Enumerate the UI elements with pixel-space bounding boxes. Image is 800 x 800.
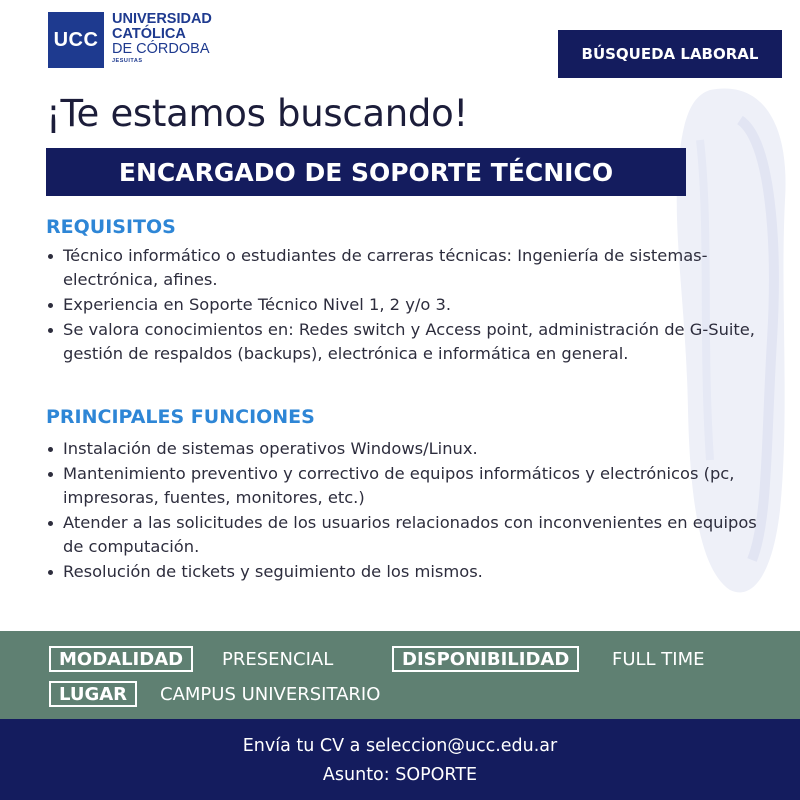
requirements-list	[46, 244, 766, 367]
list-item: Técnico informático o estudiantes de carreras técnicas: Ingeniería de sistemas- electrónica, afines.	[46, 244, 766, 292]
lugar-value: CAMPUS UNIVERSITARIO	[160, 684, 381, 705]
university-logo	[48, 12, 212, 68]
job-search-badge: BÚSQUEDA LABORAL	[558, 30, 782, 78]
logo-line-4: JESUITAS	[112, 57, 143, 64]
list-item: Mantenimiento preventivo y correctivo de equipos informáticos y electrónicos (pc, impresoras, fuentes, monitores, etc.)	[46, 462, 766, 510]
logo-wordmark	[112, 12, 212, 64]
disponibilidad-label: DISPONIBILIDAD	[392, 646, 579, 672]
logo-line-1: UNIVERSIDAD	[112, 11, 212, 27]
lugar-label: LUGAR	[49, 681, 137, 707]
list-item: Atender a las solicitudes de los usuarios relacionados con inconvenientes en equipos de computación.	[46, 511, 766, 559]
subject-line: Asunto: SOPORTE	[322, 765, 478, 785]
list-item: Se valora conocimientos en: Redes switch y Access point, administración de G-Suite, gestión de respaldos (backups), electrónica e informática en general.	[46, 318, 766, 366]
modalidad-value: PRESENCIAL	[222, 649, 334, 670]
list-item: Experiencia en Soporte Técnico Nivel 1, 2 y/o 3.	[46, 293, 766, 317]
modalidad-label: MODALIDAD	[49, 646, 193, 672]
functions-list	[46, 437, 766, 585]
headline: ¡Te estamos buscando!	[46, 92, 468, 135]
requirements-title: REQUISITOS	[46, 216, 176, 238]
disponibilidad-value: FULL TIME	[612, 649, 705, 670]
role-title-banner: ENCARGADO DE SOPORTE TÉCNICO	[46, 148, 686, 196]
functions-title: PRINCIPALES FUNCIONES	[46, 406, 315, 428]
list-item: Resolución de tickets y seguimiento de los mismos.	[46, 560, 766, 584]
send-cv-line: Envía tu CV a seleccion@ucc.edu.ar	[242, 736, 558, 756]
logo-line-3: DE CÓRDOBA	[112, 41, 210, 57]
list-item: Instalación de sistemas operativos Windows/Linux.	[46, 437, 766, 461]
logo-line-2: CATÓLICA	[112, 25, 186, 42]
ucc-logo-mark: UCC	[48, 12, 104, 68]
details-band	[0, 631, 800, 719]
contact-footer	[0, 719, 800, 800]
